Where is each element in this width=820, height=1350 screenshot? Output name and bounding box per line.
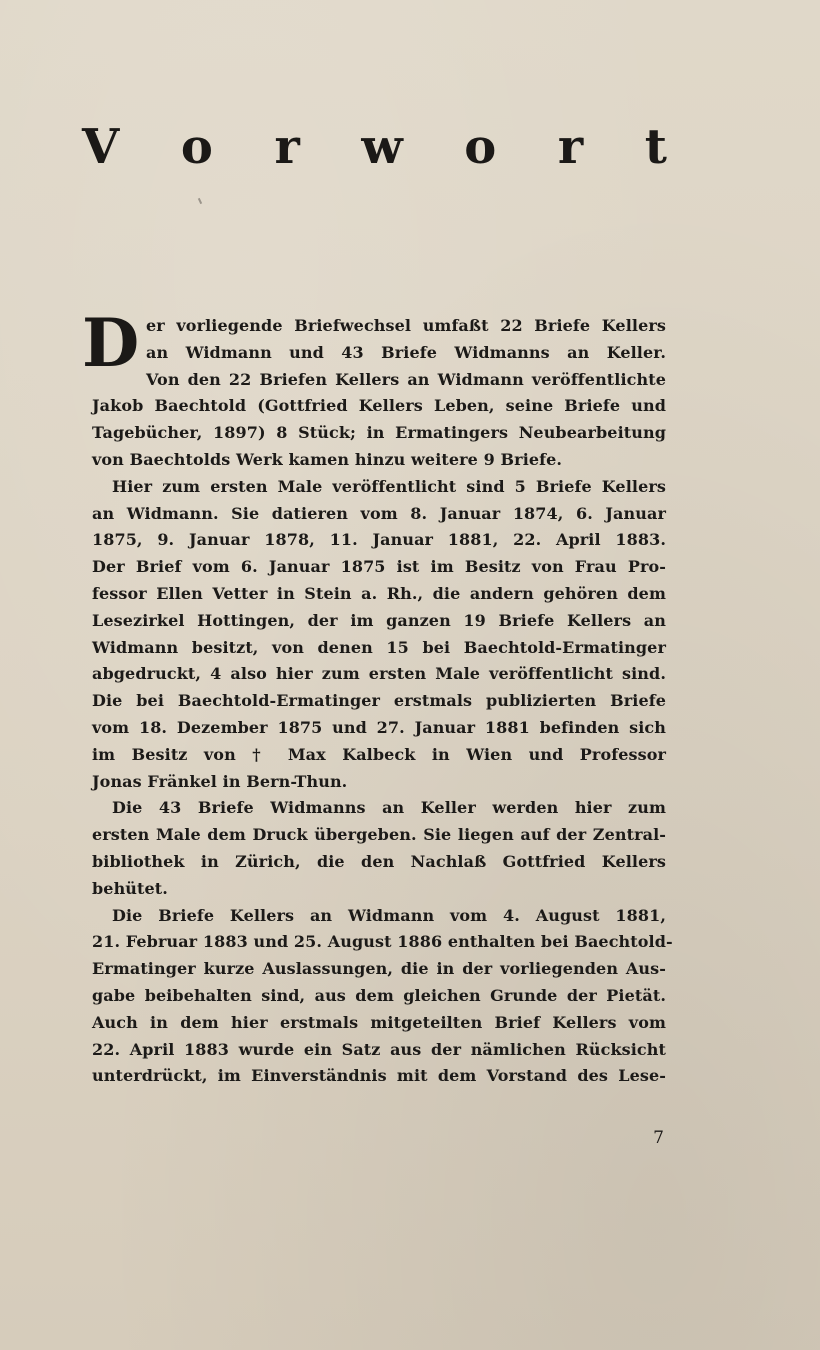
paragraph-2-line-10: vom 18. Dezember 1875 und 27. Januar 1881 befinden sich [92,717,666,737]
paragraph-4-line-1: Die Briefe Kellers an Widmann vom 4. August 1881, [112,905,666,925]
paragraph-3 [92,795,666,902]
paragraph-1-line-1: er vorliegende Briefwechsel umfaßt 22 Briefe Kellers [146,316,666,335]
foreword-body [82,304,673,1090]
page-title-vorwort [82,112,667,182]
title-letter-3: r [274,119,300,175]
paragraph-4-line-6: 22. April 1883 wurde ein Satz aus der nämlichen Rücksicht [92,1039,666,1059]
paragraph-2-line-1: Hier zum ersten Male veröffentlicht sind 5 Briefe Kellers [112,476,666,496]
paragraph-3-line-1: Die 43 Briefe Widmanns an Keller werden hier zum [112,798,666,818]
paragraph-1-line-2: an Widmann und 43 Briefe Widmanns an Keller. [146,342,666,362]
paragraph-1-line-6: von Baechtolds Werk kamen hinzu weitere 9 Briefe. [92,449,563,469]
paragraph-2-line-2: an Widmann. Sie datieren vom 8. Januar 1874, 6. Januar [92,503,666,523]
paragraph-1 [82,304,666,474]
paragraph-1-line-3: Von den 22 Briefen Kellers an Widmann veröffentlichte [146,369,666,389]
paragraph-4 [92,903,673,1091]
title-letter-2: o [180,119,213,175]
paragraph-3-line-3: bibliothek in Zürich, die den Nachlaß Gottfried Kellers [92,851,666,871]
title-letter-6: r [557,119,584,175]
paragraph-4-line-4: gabe beibehalten sind, aus dem gleichen Grunde der Pietät. [92,985,666,1005]
title-letter-1: V [82,119,120,175]
paragraph-4-line-5: Auch in dem hier erstmals mitgeteilten Brief Kellers vom [92,1012,666,1032]
paragraph-3-line-4: behütet. [92,878,168,898]
page-number: 7 [653,1128,664,1148]
paragraph-1-line-4: Jakob Baechtold (Gottfried Kellers Leben, seine Briefe und [92,396,666,416]
paragraph-2 [92,474,666,796]
paragraph-2-line-5: fessor Ellen Vetter in Stein a. Rh., die andern gehören dem [92,583,666,603]
paragraph-2-line-11: im Besitz von † Max Kalbeck in Wien und Professor [92,744,666,764]
dropcap-letter: D [82,304,140,382]
paragraph-4-line-7: unterdrückt, im Einverständnis mit dem Vorstand des Lese- [92,1066,666,1086]
paragraph-2-line-4: Der Brief vom 6. Januar 1875 ist im Besitz von Frau Pro- [92,557,666,577]
paragraph-2-line-12: Jonas Fränkel in Bern-Thun. [92,771,348,791]
title-letter-5: o [464,119,497,175]
paragraph-2-line-6: Lesezirkel Hottingen, der im ganzen 19 Briefe Kellers an [92,610,666,630]
paragraph-2-line-3: 1875, 9. Januar 1878, 11. Januar 1881, 22. April 1883. [92,530,666,550]
paper-speck-mark [198,198,202,204]
paragraph-2-line-9: Die bei Baechtold-Ermatinger erstmals publizierten Briefe [92,691,666,711]
paragraph-3-line-2: ersten Male dem Druck übergeben. Sie liegen auf der Zentral- [92,825,666,845]
title-letter-7: t [644,119,667,175]
paragraph-2-line-7: Widmann besitzt, von denen 15 bei Baechtold-Ermatinger [92,637,666,657]
paragraph-1-line-5: Tagebücher, 1897) 8 Stück; in Ermatingers Neubearbeitung [92,423,666,443]
paragraph-4-line-2: 21. Februar 1883 und 25. August 1886 enthalten bei Baechtold- [92,932,673,952]
title-letter-4: w [361,119,403,175]
paragraph-2-line-8: abgedruckt, 4 also hier zum ersten Male veröffentlicht sind. [92,664,666,684]
paragraph-4-line-3: Ermatinger kurze Auslassungen, die in der vorliegenden Aus- [92,959,666,979]
